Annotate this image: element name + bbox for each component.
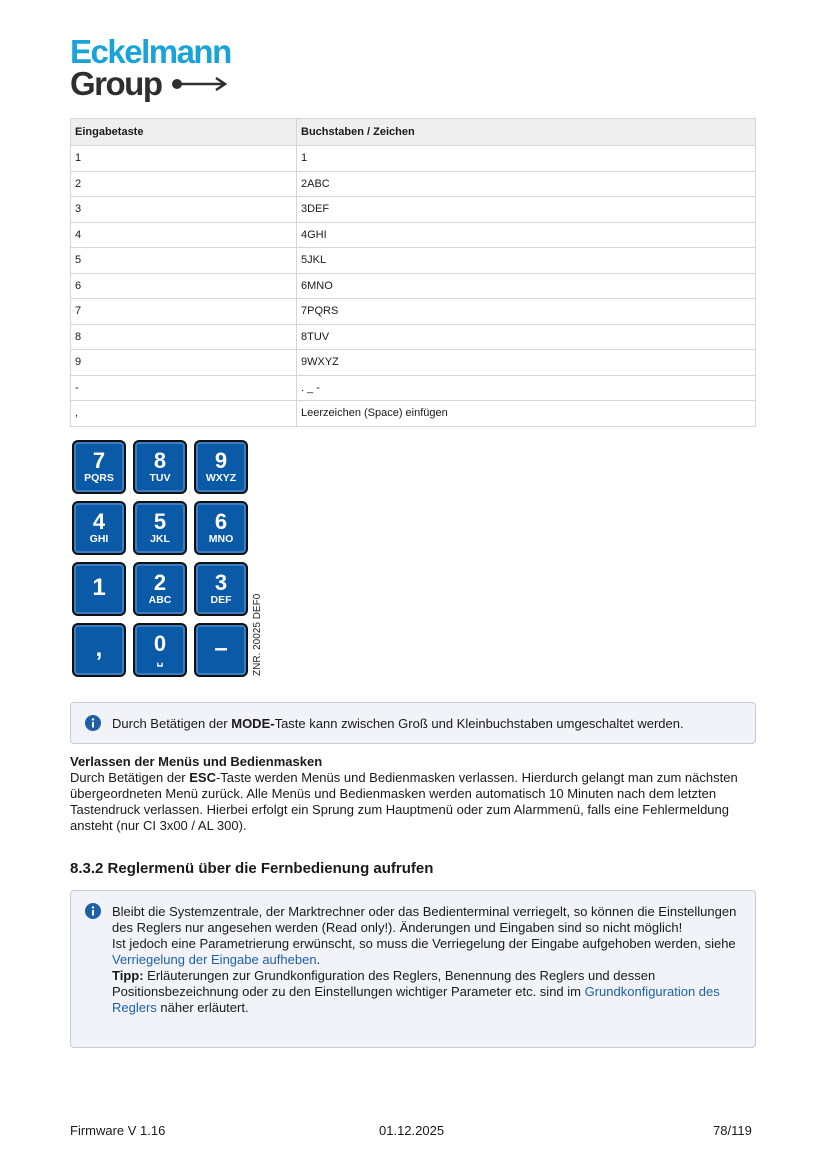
table-row	[71, 222, 756, 248]
table-row	[71, 248, 756, 274]
table-cell: 6	[71, 273, 297, 299]
section-heading: Verlassen der Menüs und Bedienmasken	[70, 754, 323, 769]
keypad-key-5: 5 JKL	[133, 501, 187, 555]
table-cell: 5JKL	[297, 248, 756, 274]
table-cell: 1	[71, 146, 297, 172]
figure-code: ZNR. 20025 DEF0	[252, 593, 263, 676]
logo-arrow-icon	[171, 77, 229, 91]
column-header: Buchstaben / Zeichen	[297, 119, 756, 146]
keypad-figure	[72, 440, 256, 680]
table-row	[71, 146, 756, 172]
keypad-key-2: 2 ABC	[133, 562, 187, 616]
table-cell: 8	[71, 324, 297, 350]
table-row	[71, 273, 756, 299]
info-icon	[85, 903, 101, 919]
table-cell: 4	[71, 222, 297, 248]
table-cell: -	[71, 375, 297, 401]
table-row	[71, 375, 756, 401]
keypad-key-9: 9 WXYZ	[194, 440, 248, 494]
table-cell: 7PQRS	[297, 299, 756, 325]
keypad-key-4: 4 GHI	[72, 501, 126, 555]
table-row	[71, 171, 756, 197]
column-header: Eingabetaste	[71, 119, 297, 146]
footer-page-number: 78/119	[713, 1123, 752, 1138]
link-basic-config[interactable]: Grundkonfiguration des Reglers	[112, 984, 720, 1015]
table-cell: 9WXYZ	[297, 350, 756, 376]
info-icon	[85, 715, 101, 731]
company-logo	[70, 33, 231, 102]
table-cell: 4GHI	[297, 222, 756, 248]
exit-menus-section	[70, 754, 760, 834]
table-cell: 7	[71, 299, 297, 325]
table-cell: 9	[71, 350, 297, 376]
keypad-key-1: 1	[72, 562, 126, 616]
table-cell: 2	[71, 171, 297, 197]
key-mapping-table	[70, 118, 756, 427]
section-832-heading: 8.3.2 Reglermenü über die Fernbedienung aufrufen	[70, 860, 434, 877]
table-cell: 6MNO	[297, 273, 756, 299]
table-cell: ,	[71, 401, 297, 427]
table-row	[71, 324, 756, 350]
section-paragraph: Durch Betätigen der ESC-Taste werden Menüs und Bedienmasken verlassen. Hierdurch gelangt man zum nächsten übergeordneten Menü zurück. Alle Menüs und Bedienmasken werden automatisch 10 Minuten nach dem letzten Tastendruck verlassen. Hierbei erfolgt ein Sprung zum Hauptmenü oder zum Alarmmenü, falls eine Fehlermeldung ansteht (nur CI 3x00 / AL 300).	[70, 770, 738, 833]
keypad-key-6: 6 MNO	[194, 501, 248, 555]
keypad-key-dash: –	[194, 623, 248, 677]
footer-firmware: Firmware V 1.16	[70, 1123, 166, 1138]
table-cell: 2ABC	[297, 171, 756, 197]
table-cell: 1	[297, 146, 756, 172]
info-box-lock	[70, 890, 756, 1048]
table-cell: 5	[71, 248, 297, 274]
info-text: Durch Betätigen der MODE-Taste kann zwischen Groß und Kleinbuchstaben umgeschaltet werden.	[112, 716, 684, 731]
info-tip: Tipp: Erläuterungen zur Grundkonfiguration des Reglers, Benennung des Reglers und dessen Positionsbezeichnung oder zu den Einstellungen wichtiger Parameter etc. sind im Grundkonfiguration des Reglers näher erläutert.	[112, 968, 720, 1015]
table-cell: . _ -	[297, 375, 756, 401]
link-unlock-input[interactable]: Verriegelung der Eingabe aufheben	[112, 952, 317, 967]
info-paragraph-2: Ist jedoch eine Parametrierung erwünscht, so muss die Verriegelung der Eingabe aufgehoben werden, siehe Verriegelung der Eingabe aufheben.	[112, 936, 736, 967]
table-row	[71, 299, 756, 325]
logo-line1: Eckelmann	[70, 33, 231, 70]
table-cell: 3	[71, 197, 297, 223]
footer-date: 01.12.2025	[379, 1123, 445, 1138]
logo-line2: Group	[70, 65, 162, 102]
keypad-key-8: 8 TUV	[133, 440, 187, 494]
info-box-mode	[70, 702, 756, 744]
table-row	[71, 350, 756, 376]
logo-line2-row	[70, 65, 231, 102]
table-row	[71, 401, 756, 427]
table-header-row	[71, 119, 756, 146]
table-cell: 3DEF	[297, 197, 756, 223]
table-cell: 8TUV	[297, 324, 756, 350]
info-paragraph-1: Bleibt die Systemzentrale, der Marktrechner oder das Bedienterminal verriegelt, so können die Einstellungen des Reglers nur angesehen werden (Read only!). Änderungen und Eingaben sind so nicht möglich!	[112, 904, 737, 935]
keypad-key-0: 0 ␣	[133, 623, 187, 677]
keypad-key-3: 3 DEF	[194, 562, 248, 616]
keypad-key-7: 7 PQRS	[72, 440, 126, 494]
table-row	[71, 197, 756, 223]
keypad-key-comma: ,	[72, 623, 126, 677]
table-cell: Leerzeichen (Space) einfügen	[297, 401, 756, 427]
info-text	[112, 904, 744, 1016]
